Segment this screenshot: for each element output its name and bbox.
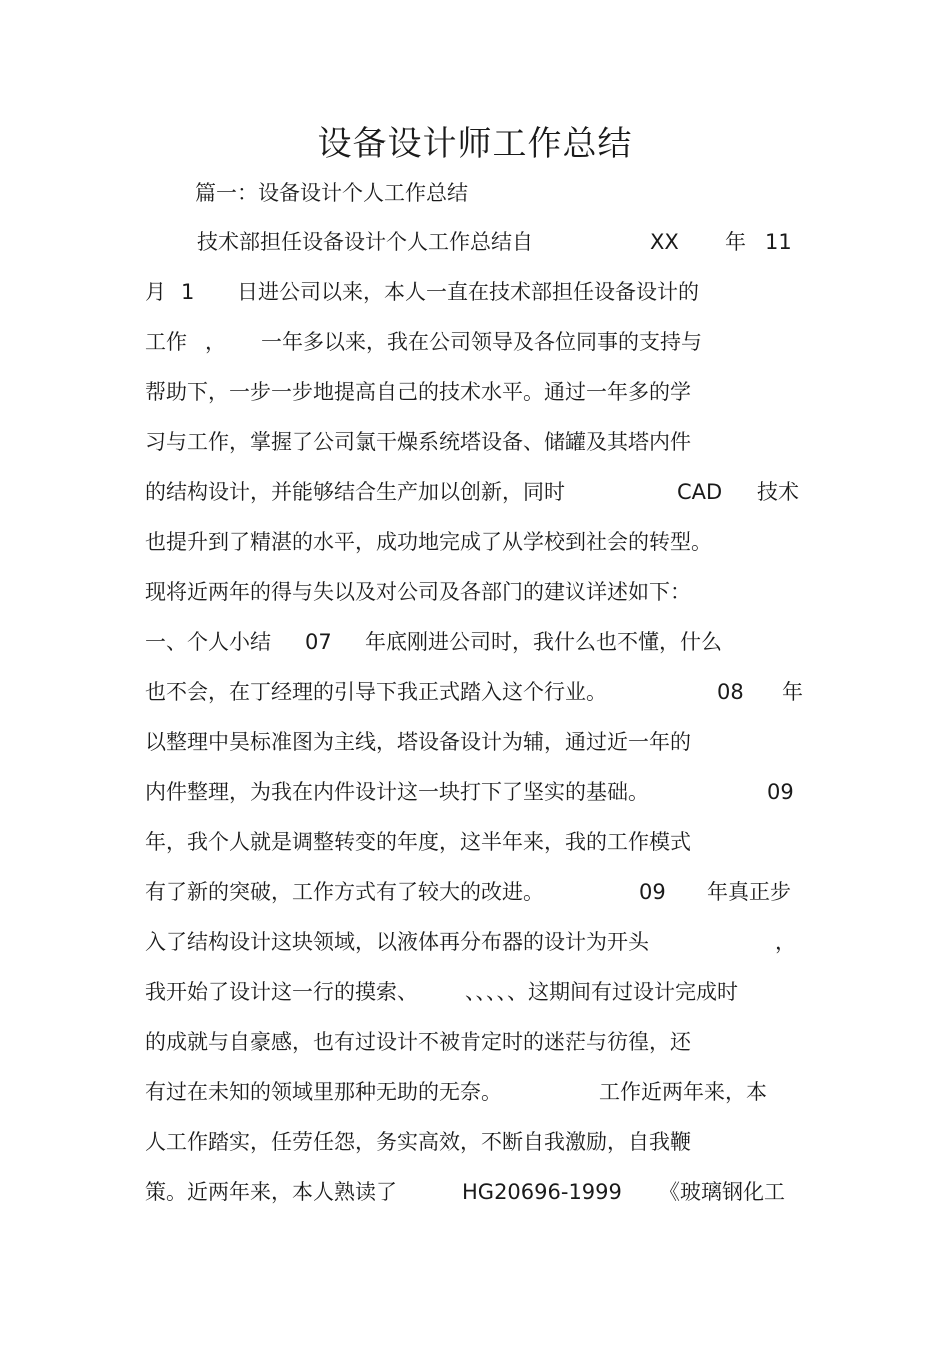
text-segment: 技术: [757, 480, 799, 504]
text-segment: CAD: [677, 480, 723, 504]
text-segment: 的结构设计，并能够结合生产加以创新，同时: [145, 480, 565, 504]
text-segment: 11: [765, 230, 792, 254]
text-segment: 09: [639, 880, 666, 904]
text-segment: 也不会，在丁经理的引导下我正式踏入这个行业。: [145, 680, 607, 704]
text-line: [145, 826, 810, 876]
document-body: [145, 226, 810, 1226]
text-line: [145, 776, 810, 826]
document-subtitle: 篇一：设备设计个人工作总结: [195, 181, 468, 205]
text-segment: 年，我个人就是调整转变的年度，这半年来，我的工作模式: [145, 830, 691, 854]
text-segment: 有了新的突破，工作方式有了较大的改进。: [145, 880, 544, 904]
text-segment: 以整理中昊标准图为主线，塔设备设计为辅，通过近一年的: [145, 730, 691, 754]
text-segment: XX: [650, 230, 679, 254]
text-line: [145, 676, 810, 726]
text-line: [145, 476, 810, 526]
text-line: [145, 976, 810, 1026]
text-segment: 08: [717, 680, 744, 704]
text-segment: 也提升到了精湛的水平，成功地完成了从学校到社会的转型。: [145, 530, 712, 554]
text-segment: ，: [775, 930, 796, 954]
text-line: [145, 626, 810, 676]
text-line: [145, 276, 810, 326]
text-line: [145, 726, 810, 776]
text-segment: 年底刚进公司时，我什么也不懂，什么: [365, 630, 722, 654]
text-segment: 习与工作，掌握了公司氯干燥系统塔设备、储罐及其塔内件: [145, 430, 691, 454]
text-segment: 现将近两年的得与失以及对公司及各部门的建议详述如下：: [145, 580, 691, 604]
text-line: [145, 1026, 810, 1076]
text-segment: 人工作踏实，任劳任怨，务实高效，不断自我激励，自我鞭: [145, 1130, 691, 1154]
text-segment: 09: [767, 780, 794, 804]
text-segment: 年: [782, 680, 803, 704]
text-line: [145, 576, 810, 626]
text-line: [145, 376, 810, 426]
text-segment: 一、个人小结: [145, 630, 271, 654]
document-title: 设备设计师工作总结: [317, 124, 633, 164]
text-segment: 工作近两年来，本: [599, 1080, 767, 1104]
text-line: [145, 326, 810, 376]
text-segment: 日进公司以来，本人一直在技术部担任设备设计的: [237, 280, 699, 304]
text-segment: 《玻璃钢化工: [659, 1180, 785, 1204]
text-line: [145, 1126, 810, 1176]
text-segment: 我开始了设计这一行的摸索、: [145, 980, 418, 1004]
text-segment: 的成就与自豪感，也有过设计不被肯定时的迷茫与彷徨，还: [145, 1030, 691, 1054]
text-segment: 07: [305, 630, 332, 654]
text-segment: 1: [181, 280, 195, 304]
text-line: [145, 876, 810, 926]
text-segment: 策。近两年来，本人熟读了: [145, 1180, 397, 1204]
text-segment: 年真正步: [707, 880, 791, 904]
text-segment: 帮助下，一步一步地提高自己的技术水平。通过一年多的学: [145, 380, 691, 404]
text-line: [145, 926, 810, 976]
text-line: [145, 426, 810, 476]
text-segment: 月: [145, 280, 166, 304]
text-segment: 入了结构设计这块领域，以液体再分布器的设计为开头: [145, 930, 649, 954]
text-segment: 内件整理，为我在内件设计这一块打下了坚实的基础。: [145, 780, 649, 804]
text-segment: 、、、、、这期间有过设计完成时: [465, 980, 738, 1004]
text-segment: ，: [205, 330, 226, 354]
text-segment: 年: [725, 230, 746, 254]
text-line: [145, 1076, 810, 1126]
text-segment: 有过在未知的领域里那种无助的无奈。: [145, 1080, 502, 1104]
text-segment: 一年多以来，我在公司领导及各位同事的支持与: [261, 330, 702, 354]
text-segment: HG20696-1999: [462, 1180, 622, 1204]
text-line: [145, 1176, 810, 1226]
text-line: [145, 526, 810, 576]
text-segment: 工作: [145, 330, 187, 354]
text-line: [145, 226, 810, 276]
text-segment: 技术部担任设备设计个人工作总结自: [197, 230, 533, 254]
